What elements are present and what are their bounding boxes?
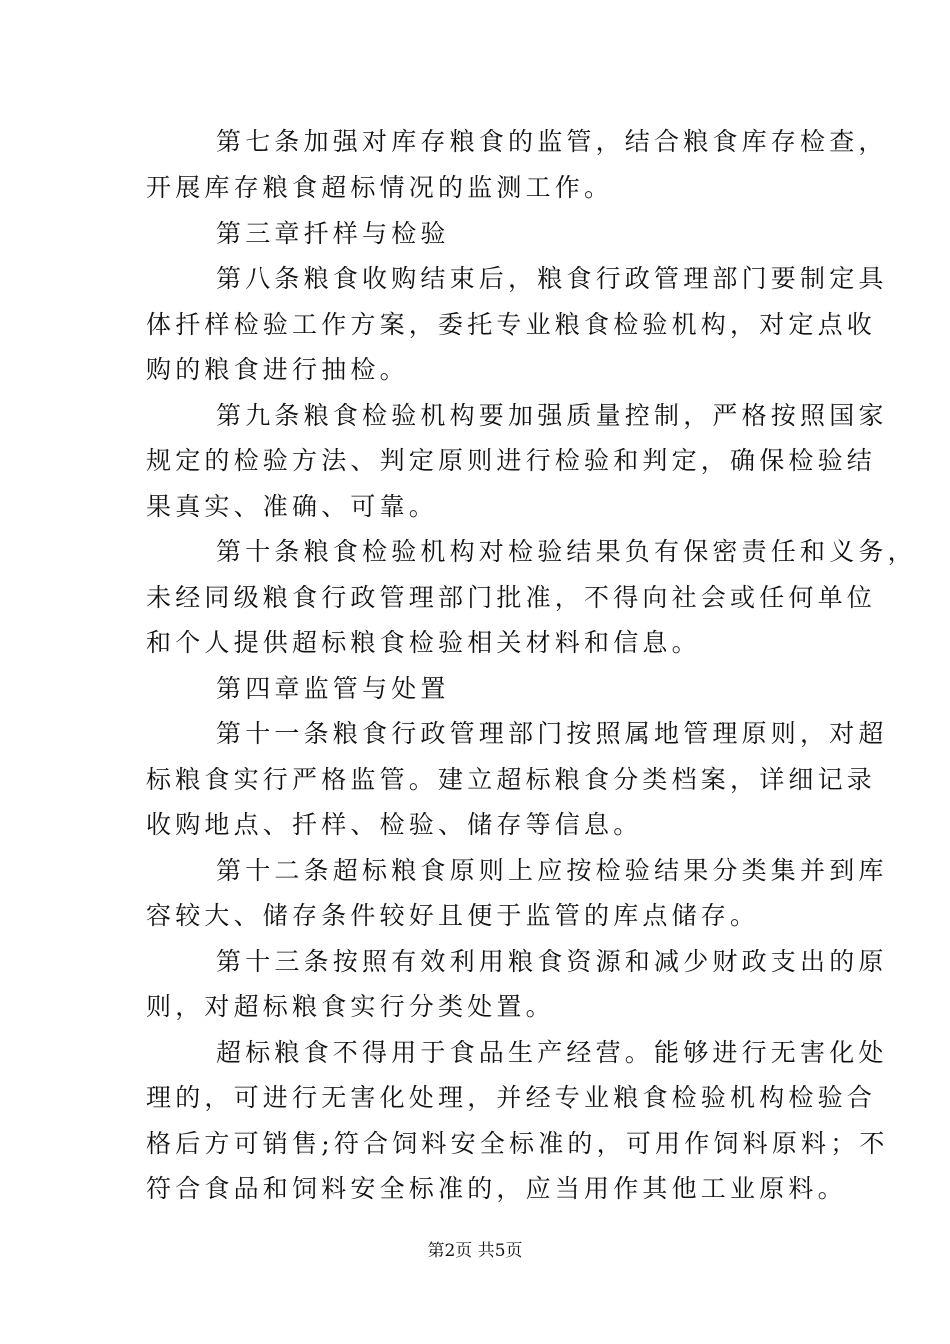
page-number-footer: 第2页 共5页: [427, 1241, 523, 1261]
text-line: 购的粮食进行抽检。: [146, 355, 409, 384]
chapter-heading: 第三章扦样与检验: [216, 219, 450, 248]
text-line: 第九条粮食检验机构要加强质量控制，严格按照国家: [216, 401, 888, 430]
text-line: 理的，可进行无害化处理，并经专业粮食检验机构检验合: [146, 1083, 877, 1112]
text-line: 收购地点、扦样、检验、储存等信息。: [146, 810, 643, 839]
text-line: 第十三条按照有效利用粮食资源和减少财政支出的原: [216, 947, 888, 976]
text-line: 体扦样检验工作方案，委托专业粮食检验机构，对定点收: [146, 310, 877, 339]
text-line: 第十二条超标粮食原则上应按检验结果分类集并到库: [216, 856, 888, 885]
text-line: 格后方可销售;符合饲料安全标准的，可用作饲料原料；不: [146, 1129, 889, 1158]
text-line: 超标粮食不得用于食品生产经营。能够进行无害化处: [216, 1038, 888, 1067]
text-line: 规定的检验方法、判定原则进行检验和判定，确保检验结: [146, 446, 877, 475]
text-line: 第七条加强对库存粮食的监管，结合粮食库存检查，: [216, 127, 888, 156]
text-line: 果真实、准确、可靠。: [146, 492, 439, 521]
text-line: 则，对超标粮食实行分类处置。: [146, 992, 555, 1021]
text-line: 容较大、储存条件较好且便于监管的库点储存。: [146, 901, 760, 930]
text-line: 和个人提供超标粮食检验相关材料和信息。: [146, 628, 701, 657]
text-line: 标粮食实行严格监管。建立超标粮食分类档案，详细记录: [146, 765, 877, 794]
chapter-heading: 第四章监管与处置: [216, 674, 450, 703]
text-line: 符合食品和饲料安全标准的，应当用作其他工业原料。: [146, 1174, 847, 1203]
text-line: 第八条粮食收购结束后，粮食行政管理部门要制定具: [216, 264, 888, 293]
text-line: 开展库存粮食超标情况的监测工作。: [146, 173, 614, 202]
text-line: 第十条粮食检验机构对检验结果负有保密责任和义务，: [216, 537, 917, 566]
text-line: 未经同级粮食行政管理部门批准，不得向社会或任何单位: [146, 583, 877, 612]
text-line: 第十一条粮食行政管理部门按照属地管理原则，对超: [216, 719, 888, 748]
